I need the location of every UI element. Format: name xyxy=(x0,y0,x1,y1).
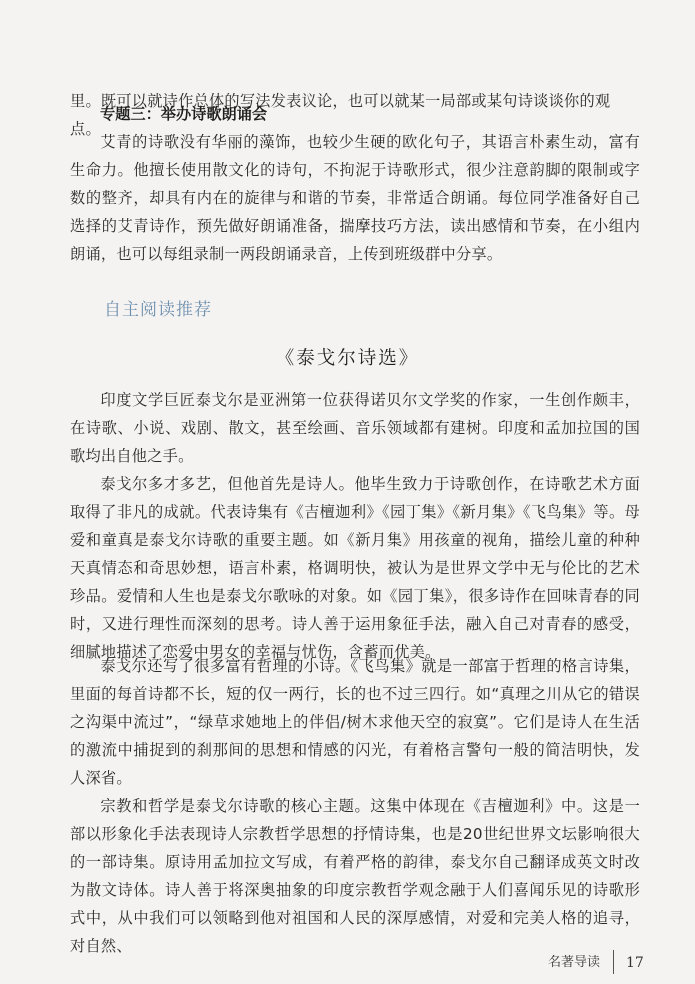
page-number: 17 xyxy=(626,955,644,971)
reading-paragraph: 宗教和哲学是泰戈尔诗歌的核心主题。这集中体现在《吉檀迦利》中。这是一部以形象化手法表现诗人宗教哲学思想的抒情诗集，也是20世纪世界文坛影响很大的一部诗集。原诗用孟加拉文写成，有着严格的韵律，泰戈尔自己翻译成英文时改为散文诗体。诗人善于将深奥抽象的印度宗教哲学观念融于人们喜闻乐见的诗歌形式中，从中我们可以领略到他对祖国和人民的深厚感情，对爱和完美人格的追寻，对自然、 xyxy=(70,797,640,955)
topic-three-paragraph: 艾青的诗歌没有华丽的藻饰，也较少生硬的欧化句子，其语言朴素生动，富有生命力。他擅长使用散文化的诗句，不拘泥于诗歌形式，很少注意韵脚的限制或字数的整齐，却具有内在的旋律与和谐的节奏，非常适合朗诵。每位同学准备好自己选择的艾青诗作，预先做好朗诵准备，揣摩技巧方法，读出感情和节奏，在小组内朗诵，也可以每组录制一两段朗诵录音，上传到班级群中分享。 xyxy=(70,133,640,263)
footer-section-label: 名著导读 xyxy=(548,955,601,970)
topic-three-heading: 专题三：举办诗歌朗诵会 xyxy=(100,105,268,123)
reading-paragraph: 泰戈尔还写了很多富有哲理的小诗。《飞鸟集》就是一部富于哲理的格言诗集，里面的每首诗都不长，短的仅一两行，长的也不过三四行。如“真理之川从它的错误之沟渠中流过”，“绿草求她地上的伴侣/树木求他天空的寂寞”。它们是诗人在生活的激流中捕捉到的刹那间的思想和情感的闪光，有着格言警句一般的简洁明快，发人深省。 xyxy=(70,657,640,787)
footer-divider xyxy=(613,950,614,974)
reading-paragraph: 泰戈尔多才多艺，但他首先是诗人。他毕生致力于诗歌创作，在诗歌艺术方面取得了非凡的成就。代表诗集有《吉檀迦利》《园丁集》《新月集》《飞鸟集》等。母爱和童真是泰戈尔诗歌的重要主题。如《新月集》用孩童的视角，描绘儿童的种种天真情态和奇思妙想，语言朴素，格调明快，被认为是世界文学中无与伦比的艺术珍品。爱情和人生也是泰戈尔歌咏的对象。如《园丁集》，很多诗作在回味青春的同时，又进行理性而深刻的思考。诗人善于运用象征手法，融入自己对青春的感受，细腻地描述了恋爱中男女的幸福与忧伤，含蓄而优美。 xyxy=(70,475,640,661)
intro-line: 里。既可以就诗作总体的写法发表议论，也可以就某一局部或某句诗谈谈你的观点。 xyxy=(70,92,611,139)
reading-paragraph: 印度文学巨匠泰戈尔是亚洲第一位获得诺贝尔文学奖的作家，一生创作颇丰，在诗歌、小说、戏剧、散文，甚至绘画、音乐领域都有建树。印度和孟加拉国的国歌均出自他之手。 xyxy=(70,391,640,465)
book-title: 《泰戈尔诗选》 xyxy=(275,348,420,369)
section-title: 自主阅读推荐 xyxy=(104,300,212,320)
